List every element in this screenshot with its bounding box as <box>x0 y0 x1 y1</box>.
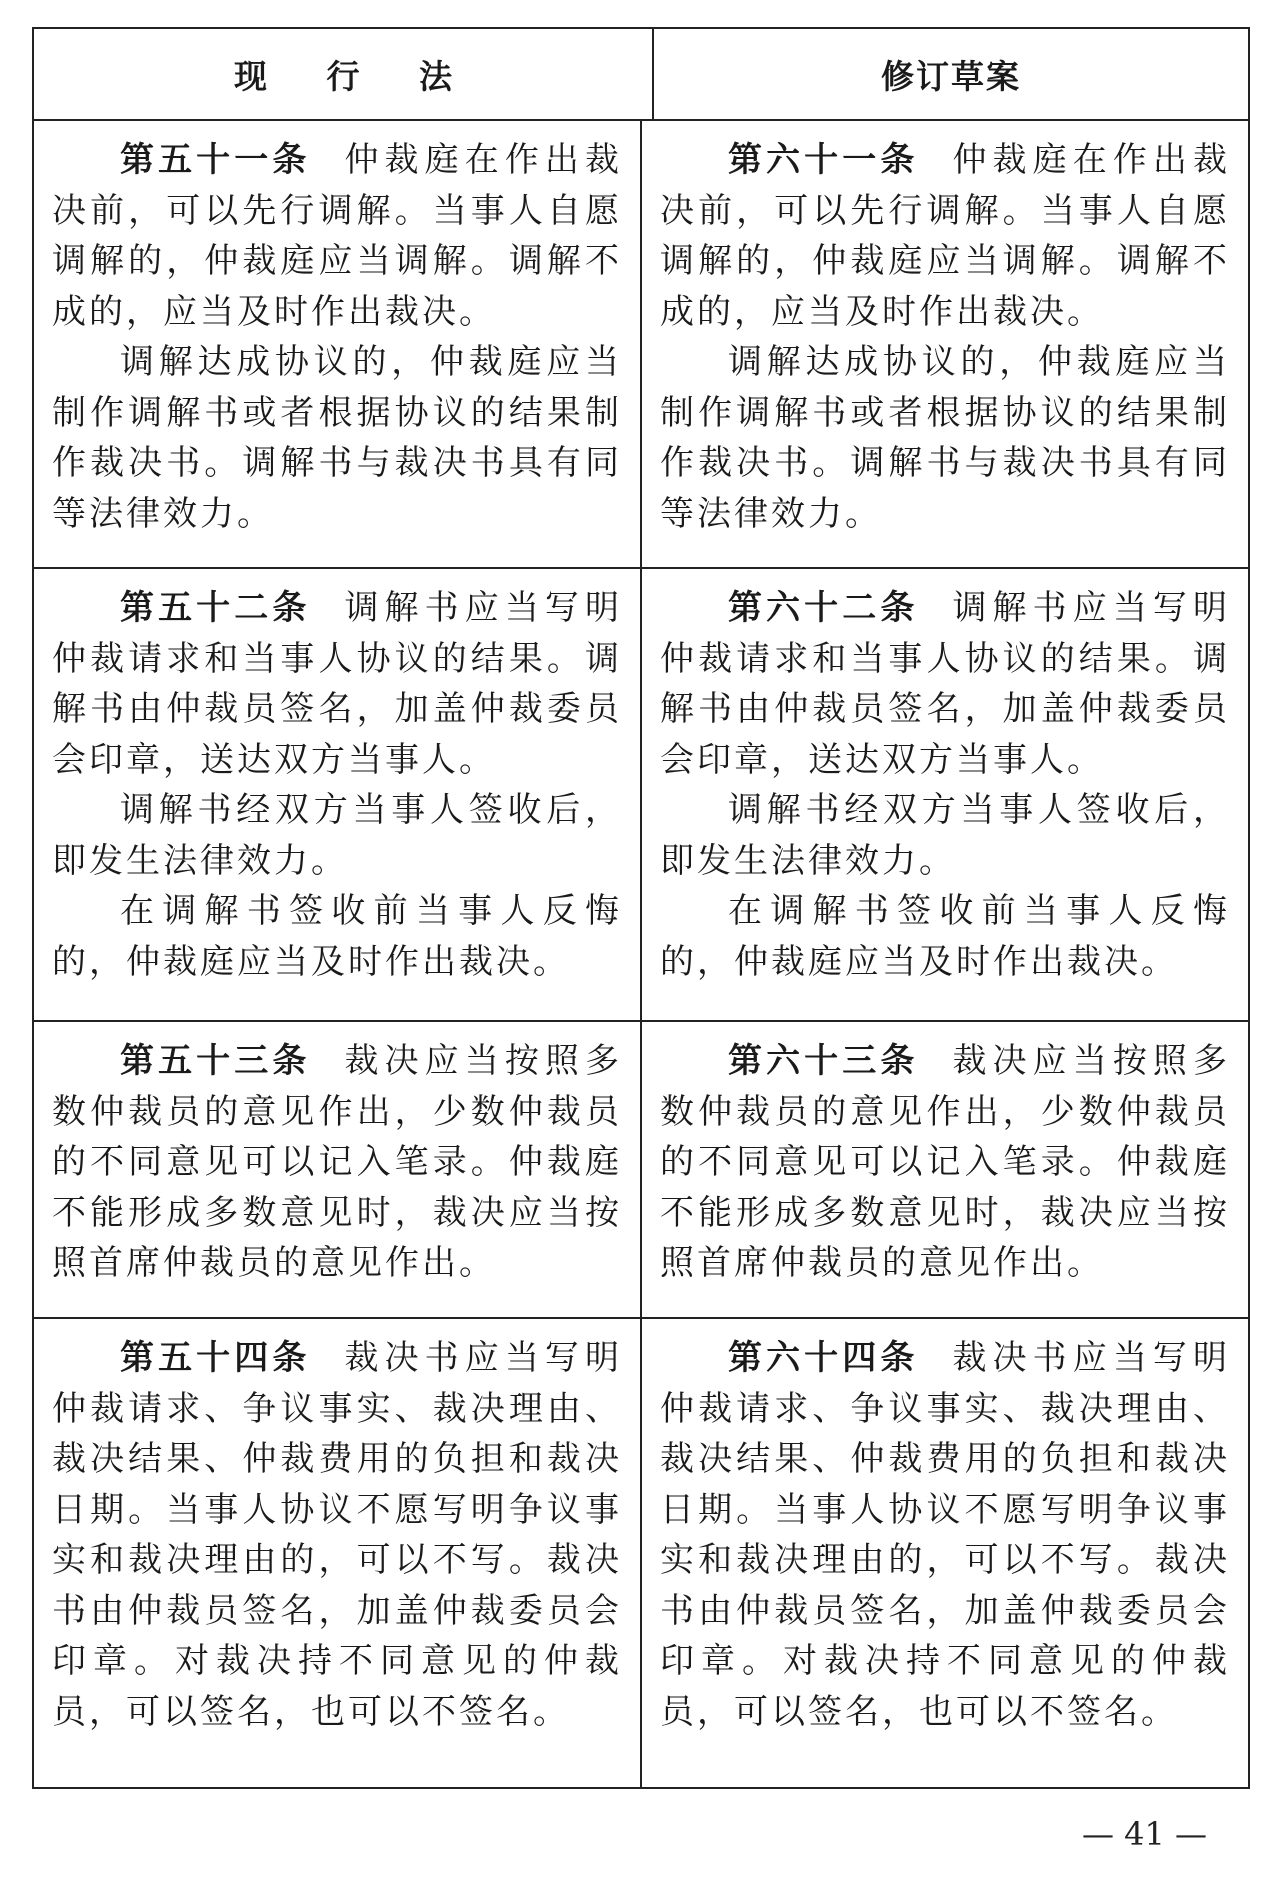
current-law-cell <box>34 1319 642 1787</box>
comparison-table <box>32 27 1250 1789</box>
article-text: 调解书应当写明仲裁请求和当事人协议的结果。调解书由仲裁员签名，加盖仲裁委员会印章，送达双方当事人。 <box>660 588 1231 780</box>
revised-draft-cell <box>642 1319 1248 1787</box>
article-paragraph <box>52 1333 622 1737</box>
article-paragraph <box>660 1036 1230 1289</box>
article-number: 第六十四条 <box>728 1338 919 1378</box>
article-paragraph <box>52 1036 622 1289</box>
revised-draft-cell <box>642 1022 1248 1317</box>
article-text: 裁决应当按照多数仲裁员的意见作出，少数仲裁员的不同意见可以记入笔录。仲裁庭不能形成多数意见时，裁决应当按照首席仲裁员的意见作出。 <box>660 1041 1231 1283</box>
article-paragraph <box>660 1333 1230 1737</box>
table-row <box>34 1022 1248 1319</box>
article-text: 调解书应当写明仲裁请求和当事人协议的结果。调解书由仲裁员签名，加盖仲裁委员会印章，送达双方当事人。 <box>52 588 623 780</box>
article-paragraph: 在调解书签收前当事人反悔的，仲裁庭应当及时作出裁决。 <box>660 891 1230 982</box>
page-number: — 41 — <box>1081 1815 1207 1853</box>
article-number: 第五十四条 <box>120 1338 311 1378</box>
article-paragraph <box>52 583 622 785</box>
article-paragraph <box>660 583 1230 785</box>
revised-draft-cell <box>642 569 1248 1020</box>
current-law-cell <box>34 569 642 1020</box>
article-paragraph <box>52 135 622 337</box>
article-text: 仲裁庭在作出裁决前，可以先行调解。当事人自愿调解的，仲裁庭应当调解。调解不成的，应当及时作出裁决。 <box>660 140 1231 332</box>
article-text: 裁决应当按照多数仲裁员的意见作出，少数仲裁员的不同意见可以记入笔录。仲裁庭不能形成多数意见时，裁决应当按照首席仲裁员的意见作出。 <box>52 1041 623 1283</box>
header-current-law: 现 行 法 <box>34 29 654 119</box>
article-paragraph <box>660 135 1230 337</box>
article-number: 第六十二条 <box>728 588 919 628</box>
current-law-cell <box>34 121 642 567</box>
table-row <box>34 121 1248 569</box>
article-paragraph: 调解书经双方当事人签收后，即发生法律效力。 <box>52 790 622 881</box>
table-row <box>34 569 1248 1022</box>
current-law-cell <box>34 1022 642 1317</box>
article-text: 仲裁庭在作出裁决前，可以先行调解。当事人自愿调解的，仲裁庭应当调解。调解不成的，应当及时作出裁决。 <box>52 140 623 332</box>
article-number: 第六十三条 <box>728 1041 919 1081</box>
article-number: 第五十一条 <box>120 140 311 180</box>
revised-draft-cell <box>642 121 1248 567</box>
article-paragraph: 调解达成协议的，仲裁庭应当制作调解书或者根据协议的结果制作裁决书。调解书与裁决书具有同等法律效力。 <box>660 342 1230 534</box>
article-text: 裁决书应当写明仲裁请求、争议事实、裁决理由、裁决结果、仲裁费用的负担和裁决日期。当事人协议不愿写明争议事实和裁决理由的，可以不写。裁决书由仲裁员签名，加盖仲裁委员会印章。对裁决持不同意见的仲裁员，可以签名，也可以不签名。 <box>660 1338 1231 1732</box>
article-paragraph: 调解书经双方当事人签收后，即发生法律效力。 <box>660 790 1230 881</box>
article-number: 第五十三条 <box>120 1041 311 1081</box>
article-number: 第六十一条 <box>728 140 919 180</box>
article-paragraph: 调解达成协议的，仲裁庭应当制作调解书或者根据协议的结果制作裁决书。调解书与裁决书具有同等法律效力。 <box>52 342 622 534</box>
table-row <box>34 1319 1248 1787</box>
table-header <box>34 29 1248 121</box>
article-text: 裁决书应当写明仲裁请求、争议事实、裁决理由、裁决结果、仲裁费用的负担和裁决日期。当事人协议不愿写明争议事实和裁决理由的，可以不写。裁决书由仲裁员签名，加盖仲裁委员会印章。对裁决持不同意见的仲裁员，可以签名，也可以不签名。 <box>52 1338 623 1732</box>
header-revised-draft: 修订草案 <box>881 56 1021 96</box>
article-paragraph: 在调解书签收前当事人反悔的，仲裁庭应当及时作出裁决。 <box>52 891 622 982</box>
article-number: 第五十二条 <box>120 588 311 628</box>
